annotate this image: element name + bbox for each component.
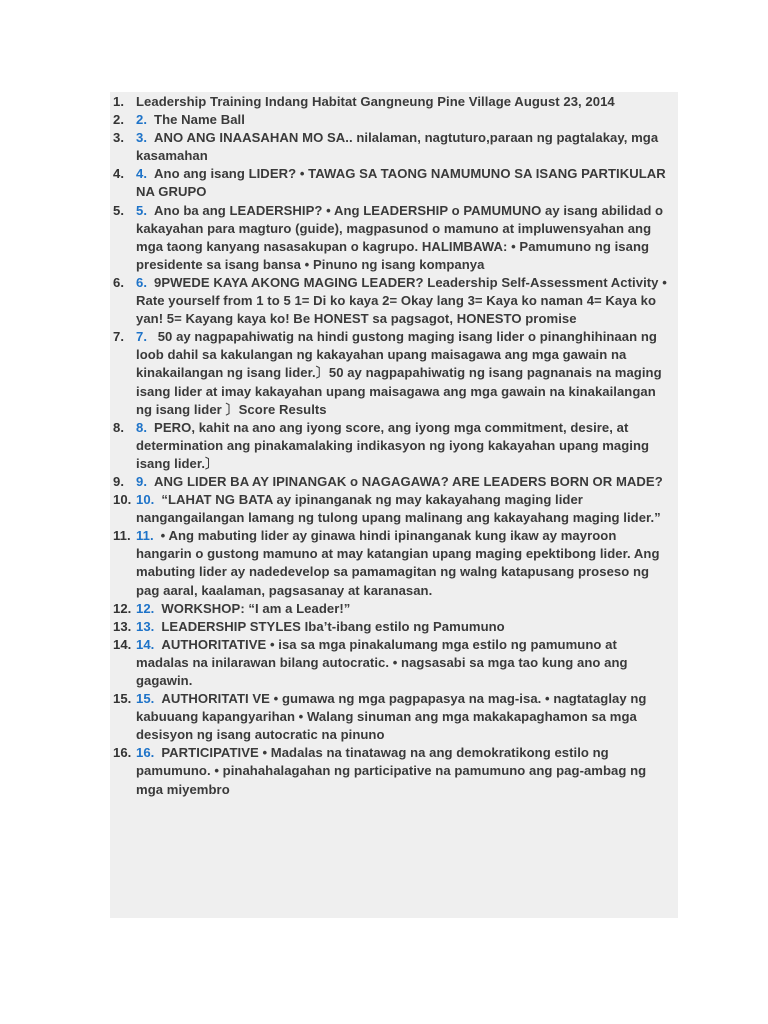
item-number: 6.: [113, 274, 125, 290]
item-text: 50 ay nagpapahiwatig na hindi gustong maging isang lider o pinanghihinaan ng loob dahil sa kakulangan ng kakayahan upang maisagawa ang mga gawain na kinakailangan ng isang lider.〕50 ay nagpapahiwatig ng isang pagnanais na maging isang lider at imay kakayahan upang maisagawa ang mga gawain na kinakailangan ng isang lider 〕Score Results: [136, 329, 662, 417]
item-text: ANG LIDER BA AY IPINANGAK o NAGAGAWA? ARE LEADERS BORN OR MADE?: [154, 473, 663, 489]
list-item: [110, 165, 678, 201]
item-number: 15.: [113, 691, 132, 707]
item-sub-number: 14.: [136, 636, 155, 652]
list-item: [110, 491, 678, 527]
item-text: “LAHAT NG BATA ay ipinanganak ng may kakayahang maging lider nangangailangan lamang ng tulong upang malinang ang kakayahang maging lider.”: [136, 492, 661, 526]
item-sub-number: 8.: [136, 419, 148, 435]
item-number: 9.: [113, 473, 125, 489]
item-sub-number: 5.: [136, 202, 148, 218]
item-sub-number: 16.: [136, 745, 155, 761]
item-text: AUTHORITATIVE • isa sa mga pinakalumang mga estilo ng pamumuno at madalas na inilarawan bilang autocratic. • nagsasabi sa mga tao kung ano ang gagawin.: [136, 636, 628, 688]
item-number: 2.: [113, 112, 125, 128]
item-number: 1.: [113, 94, 125, 109]
item-sub-number: 3.: [136, 130, 148, 146]
list-item: [110, 636, 678, 690]
item-sub-number: 15.: [136, 691, 155, 707]
item-number: 11.: [113, 528, 131, 544]
item-text: • Ang mabuting lider ay ginawa hindi ipinanganak kung ikaw ay mayroon hangarin o gustong mamuno at may katangian upang maging epektibong lider. Ang mabuting lider ay nadedevelop sa pamamagitan ng walng katapusang proseso ng pag aaral, kaalaman, pagsasanay at karanasan.: [136, 528, 660, 598]
item-number: 8.: [113, 419, 125, 435]
list-item: [110, 744, 678, 798]
document-page: [110, 92, 678, 918]
item-text: 9PWEDE KAYA AKONG MAGING LEADER? Leadership Self-Assessment Activity • Rate yourself from 1 to 5 1= Di ko kaya 2= Okay lang 3= Kaya ko naman 4= Kaya ko yan! 5= Kayang kaya ko! Be HONEST sa pagsagot, HONESTO promise: [136, 274, 667, 327]
list-item: [110, 618, 678, 636]
item-sub-number: 12.: [136, 600, 155, 616]
item-number: 4.: [113, 166, 125, 182]
item-number: 14.: [113, 636, 132, 652]
list-item: [110, 328, 678, 418]
list-item: [110, 93, 678, 111]
item-sub-number: 6.: [136, 274, 148, 290]
list-item: [110, 527, 678, 599]
item-sub-number: 7.: [136, 329, 148, 345]
list-item: [110, 129, 678, 165]
numbered-list: [110, 93, 678, 799]
item-sub-number: 11.: [136, 528, 154, 544]
item-sub-number: 10.: [136, 492, 155, 508]
item-number: 12.: [113, 600, 132, 616]
item-sub-number: 2.: [136, 112, 148, 128]
item-text: LEADERSHIP STYLES Iba’t-ibang estilo ng Pamumuno: [161, 618, 505, 634]
item-number: 16.: [113, 745, 132, 761]
list-item: [110, 600, 678, 618]
item-text: Ano ang isang LIDER? • TAWAG SA TAONG NAMUMUNO SA ISANG PARTIKULAR NA GRUPO: [136, 166, 666, 200]
list-item: [110, 202, 678, 274]
list-item: [110, 274, 678, 328]
item-text: PARTICIPATIVE • Madalas na tinatawag na ang demokratikong estilo ng pamumuno. • pinahahalagahan ng participative na pamumuno ang pag-ambag ng mga miyembro: [136, 745, 647, 797]
item-text: Leadership Training Indang Habitat Gangneung Pine Village August 23, 2014: [136, 94, 615, 109]
item-sub-number: 13.: [136, 618, 155, 634]
item-sub-number: 9.: [136, 473, 148, 489]
item-text: WORKSHOP: “I am a Leader!”: [161, 600, 351, 616]
item-text: AUTHORITATI VE • gumawa ng mga pagpapasya na mag-isa. • nagtataglay ng kabuuang kapangyarihan • Walang sinuman ang mga makakapaghamon sa mga desisyon ng isang autocratic na pinuno: [136, 691, 647, 743]
item-number: 10.: [113, 492, 132, 508]
item-number: 3.: [113, 130, 125, 146]
item-number: 5.: [113, 202, 125, 218]
item-text: PERO, kahit na ano ang iyong score, ang iyong mga commitment, desire, at determination ang pinakamalaking indikasyon ng iyong kakayahan upang maging isang lider.〕: [136, 419, 650, 471]
item-text: The Name Ball: [154, 112, 245, 128]
item-text: Ano ba ang LEADERSHIP? • Ang LEADERSHIP o PAMUMUNO ay isang abilidad o kakayahan para magturo (guide), magpasunod o mamuno at impluwensyahan ang mga taong kanyang nasasakupan o kagrupo. HALIMBAWA: • Pamumuno ng isang presidente sa isang bansa • Pinuno ng isang kompanya: [136, 202, 664, 272]
list-item: [110, 473, 678, 491]
list-item: [110, 690, 678, 744]
list-item: [110, 111, 678, 129]
item-sub-number: 4.: [136, 166, 148, 182]
item-number: 7.: [113, 329, 125, 345]
list-item: [110, 419, 678, 473]
item-text: ANO ANG INAASAHAN MO SA.. nilalaman, nagtuturo,paraan ng pagtalakay, mga kasamahan: [136, 130, 659, 164]
item-number: 13.: [113, 618, 132, 634]
